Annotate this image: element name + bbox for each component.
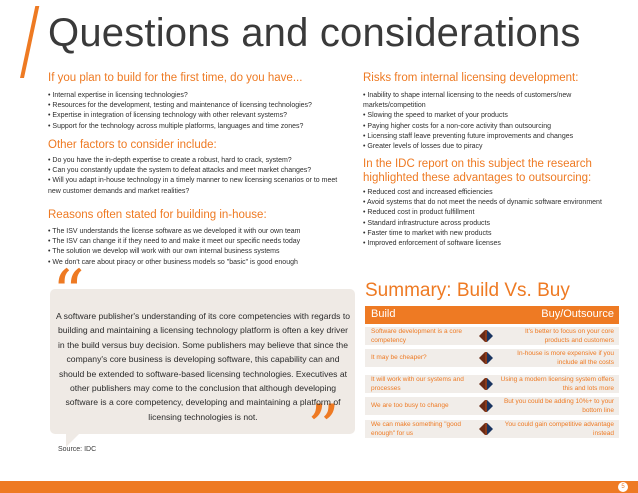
summary-title: Summary: Build Vs. Buy [365, 280, 570, 301]
arrow-right-icon [487, 378, 493, 390]
list-item: • The ISV can change it if they need to and make it meet our specific needs today [48, 238, 301, 246]
list-item: • Reduced cost and increased efficiencies [363, 189, 493, 196]
list-item: • Can you constantly update the system to defeat attacks and meet market changes? [48, 167, 312, 175]
buy-cell: In-house is more expensive if you include all the costs [517, 350, 614, 366]
list-item: • Slowing the speed to market of your products [363, 112, 508, 120]
bullet-list [48, 91, 348, 132]
footer-bar [0, 481, 638, 493]
list-item: • Expertise in integration of licensing technology with other relevant systems? [48, 112, 288, 120]
bullet-list [48, 156, 348, 197]
list-item: • Improved enforcement of software licenses [363, 240, 501, 248]
quote-source: Source: IDC [58, 446, 97, 453]
summary-row [365, 349, 619, 367]
list-item: • Support for the technology across multiple platforms, languages and time zones? [48, 122, 304, 130]
arrow-right-icon [487, 352, 493, 364]
column-header-buy: Buy/Outsource [541, 308, 614, 320]
right-section-risks [363, 71, 623, 152]
section-heading: Risks from internal licensing development: [363, 72, 579, 84]
section-heading: If you plan to build for the first time, do you have... [48, 72, 303, 84]
left-section-other-factors [48, 138, 348, 197]
page-title: Questions and considerations [48, 11, 581, 55]
list-item: • Paying higher costs for a non-core activity than outsourcing [363, 122, 552, 130]
section-heading: In the IDC report on this subject the research highlighted these advantages to outsourcing: [363, 158, 592, 184]
build-cell: Software development is a core competency [371, 328, 463, 344]
list-item: • Reduced cost in product fulfillment [363, 209, 475, 217]
build-cell: We can make something "good enough" for us [371, 421, 461, 437]
page-number: 5 [618, 482, 628, 492]
buy-cell: It's better to focus on your core products and customers [524, 328, 614, 344]
bullet-list [48, 227, 348, 268]
list-item: • Greater levels of losses due to piracy [363, 143, 483, 151]
summary-row [365, 327, 619, 345]
arrow-right-icon [487, 400, 493, 412]
list-item: • Resources for the development, testing and maintenance of licensing technologies? [48, 102, 312, 110]
list-item: • Do you have the in-depth expertise to create a robust, hard to crack, system? [48, 157, 292, 164]
bullet-list [363, 91, 623, 152]
section-heading: Other factors to consider include: [48, 139, 217, 151]
list-item: • Internal expertise in licensing technologies? [48, 92, 188, 99]
buy-cell: But you could be adding 10%+ to your bottom line [503, 398, 614, 414]
summary-row [365, 420, 619, 438]
build-cell: It may be cheaper? [371, 354, 427, 361]
open-quote-mark: “ [52, 257, 85, 331]
list-item: • Faster time to market with new products [363, 229, 492, 237]
section-heading: Reasons often stated for building in-house: [48, 209, 267, 221]
title-slash-accent [20, 6, 39, 78]
column-header-build: Build [371, 308, 396, 320]
left-section-build-first-time [48, 71, 348, 132]
buy-cell: You could gain competitive advantage instead [504, 421, 614, 437]
list-item: • Standard infrastructure across products [363, 219, 490, 227]
list-item: • Will you adapt in-house technology in a timely manner to new licensing scenarios or to meet new customer demands and market realities? [48, 177, 338, 195]
arrow-right-icon [487, 330, 493, 342]
list-item: • Licensing staff leave preventing future improvements and changes [363, 132, 574, 140]
bullet-list [363, 188, 618, 249]
list-item: • The ISV understands the license software as we developed it with our own team [48, 228, 301, 235]
left-section-reasons-in-house [48, 208, 348, 268]
arrow-right-icon [487, 423, 493, 435]
quote-bubble-tail [66, 433, 80, 447]
right-section-idc-advantages [363, 157, 618, 249]
build-cell: It will work with our systems and processes [371, 376, 464, 392]
list-item: • Avoid systems that do not meet the needs of dynamic software environment [363, 199, 602, 207]
list-item: • We don't care about piracy or other business models so "basic" is good enough [48, 258, 298, 266]
summary-row [365, 397, 619, 415]
list-item: • Inability to shape internal licensing to the needs of customers/new markets/competition [363, 92, 572, 110]
summary-row [365, 375, 619, 393]
buy-cell: Using a modern licensing system offers this and lots more [500, 376, 614, 392]
list-item: • The solution we develop will work with our own internal business systems [48, 248, 280, 256]
build-cell: We are too busy to change [371, 402, 449, 409]
close-quote-mark: ” [307, 392, 340, 466]
quote-text: A software publisher's understanding of its core competencies with regards to building and maintaining a licensing technology platform is often a key driver in the build versus buy decision. Some publishers may believe that since the company's core business is developing software, this capability can and should be extended to software-based licensing technologies. Executives at other publishers may come to the conclusion that although developing software is a core competency, developing and maintaining a platform of licensing technologies is not. [56, 311, 350, 422]
